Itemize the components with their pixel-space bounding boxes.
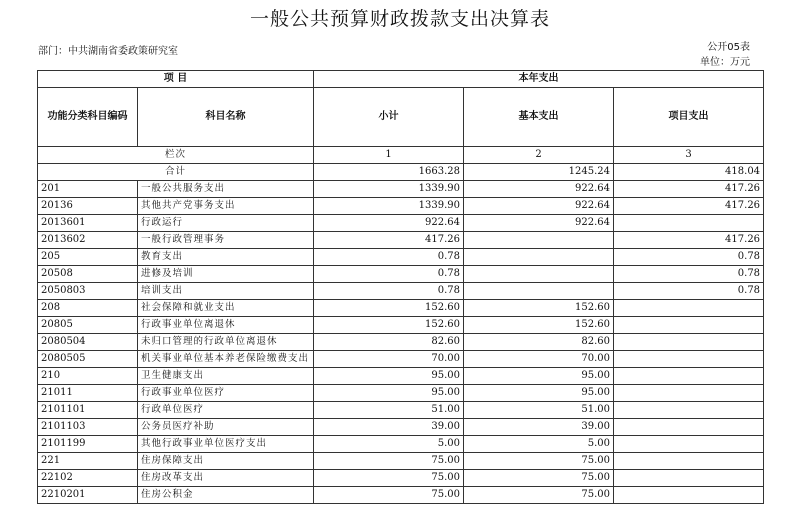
basic-expenditure-cell: 75.00 [464, 453, 614, 470]
account-code-cell: 2080505 [38, 351, 138, 368]
item-header: 项 目 [38, 71, 314, 88]
total-project: 418.04 [614, 164, 764, 181]
account-name-cell: 一般公共服务支出 [138, 181, 314, 198]
account-name-cell: 进修及培训 [138, 266, 314, 283]
column-index-1: 1 [314, 147, 464, 164]
subtotal-cell: 922.64 [314, 215, 464, 232]
account-code-cell: 2013601 [38, 215, 138, 232]
basic-expenditure-cell [464, 283, 614, 300]
account-name-cell: 培训支出 [138, 283, 314, 300]
table-row [38, 181, 764, 198]
subtotal-cell: 95.00 [314, 368, 464, 385]
table-row [38, 419, 764, 436]
project-expenditure-cell [614, 334, 764, 351]
account-name-cell: 机关事业单位基本养老保险缴费支出 [138, 351, 314, 368]
basic-expenditure-cell: 82.60 [464, 334, 614, 351]
project-expenditure-cell [614, 453, 764, 470]
account-code-cell: 205 [38, 249, 138, 266]
subtotal-cell: 51.00 [314, 402, 464, 419]
basic-expenditure-cell: 75.00 [464, 487, 614, 504]
basic-expenditure-cell: 922.64 [464, 181, 614, 198]
account-name-cell: 行政运行 [138, 215, 314, 232]
account-name-cell: 一般行政管理事务 [138, 232, 314, 249]
account-code-cell: 20805 [38, 317, 138, 334]
table-row [38, 351, 764, 368]
account-code-cell: 2080504 [38, 334, 138, 351]
basic-expenditure-cell: 70.00 [464, 351, 614, 368]
subtotal-cell: 39.00 [314, 419, 464, 436]
account-name-cell: 公务员医疗补助 [138, 419, 314, 436]
basic-header: 基本支出 [464, 88, 614, 147]
project-expenditure-cell: 417.26 [614, 181, 764, 198]
basic-expenditure-cell [464, 266, 614, 283]
column-index-2: 2 [464, 147, 614, 164]
account-code-cell: 2101103 [38, 419, 138, 436]
account-code-cell: 201 [38, 181, 138, 198]
table-row [38, 249, 764, 266]
basic-expenditure-cell: 152.60 [464, 300, 614, 317]
subtotal-cell: 417.26 [314, 232, 464, 249]
report-title: 一般公共预算财政拨款支出决算表 [249, 8, 550, 30]
column-index-3: 3 [614, 147, 764, 164]
subtotal-cell: 1339.90 [314, 181, 464, 198]
account-code-cell: 2013602 [38, 232, 138, 249]
expenditure-table [37, 70, 764, 504]
column-index-row [38, 147, 764, 164]
basic-expenditure-cell: 5.00 [464, 436, 614, 453]
account-name-cell: 社会保障和就业支出 [138, 300, 314, 317]
basic-expenditure-cell: 152.60 [464, 317, 614, 334]
table-row [38, 300, 764, 317]
table-row [38, 487, 764, 504]
account-code-cell: 2101101 [38, 402, 138, 419]
project-expenditure-cell [614, 300, 764, 317]
account-name-cell: 住房公积金 [138, 487, 314, 504]
project-expenditure-cell: 0.78 [614, 266, 764, 283]
total-row [38, 164, 764, 181]
account-code-cell: 20508 [38, 266, 138, 283]
project-header: 项目支出 [614, 88, 764, 147]
account-code-cell: 2210201 [38, 487, 138, 504]
account-name-cell: 卫生健康支出 [138, 368, 314, 385]
subtotal-cell: 0.78 [314, 283, 464, 300]
account-name-cell: 住房保障支出 [138, 453, 314, 470]
subtotal-cell: 95.00 [314, 385, 464, 402]
subtotal-cell: 75.00 [314, 453, 464, 470]
subtotal-cell: 0.78 [314, 249, 464, 266]
account-code-cell: 2101199 [38, 436, 138, 453]
account-name-cell: 教育支出 [138, 249, 314, 266]
subtotal-cell: 75.00 [314, 470, 464, 487]
subtotal-cell: 152.60 [314, 300, 464, 317]
basic-expenditure-cell: 39.00 [464, 419, 614, 436]
table-row [38, 266, 764, 283]
account-name-cell: 其他共产党事务支出 [138, 198, 314, 215]
current-year-header: 本年支出 [314, 71, 764, 88]
account-code-cell: 22102 [38, 470, 138, 487]
account-name-cell: 行政事业单位离退休 [138, 317, 314, 334]
table-row [38, 317, 764, 334]
project-expenditure-cell: 417.26 [614, 198, 764, 215]
header-row-1 [38, 71, 764, 88]
project-expenditure-cell: 0.78 [614, 249, 764, 266]
table-row [38, 385, 764, 402]
account-name-cell: 其他行政事业单位医疗支出 [138, 436, 314, 453]
unit-label: 单位：万元 [700, 57, 750, 68]
subtotal-header: 小计 [314, 88, 464, 147]
account-code-cell: 208 [38, 300, 138, 317]
department-label: 部门：中共湖南省委政策研究室 [38, 46, 178, 57]
form-number: 公开05表 [707, 42, 750, 53]
table-row [38, 453, 764, 470]
account-name-cell: 未归口管理的行政单位离退休 [138, 334, 314, 351]
basic-expenditure-cell: 95.00 [464, 368, 614, 385]
total-basic: 1245.24 [464, 164, 614, 181]
subtotal-cell: 1339.90 [314, 198, 464, 215]
project-expenditure-cell [614, 419, 764, 436]
basic-expenditure-cell: 922.64 [464, 198, 614, 215]
subtotal-cell: 0.78 [314, 266, 464, 283]
name-header: 科目名称 [138, 88, 314, 147]
table-row [38, 334, 764, 351]
subtotal-cell: 152.60 [314, 317, 464, 334]
project-expenditure-cell [614, 385, 764, 402]
project-expenditure-cell [614, 368, 764, 385]
project-expenditure-cell [614, 351, 764, 368]
table-row [38, 232, 764, 249]
account-code-cell: 2050803 [38, 283, 138, 300]
project-expenditure-cell: 0.78 [614, 283, 764, 300]
project-expenditure-cell [614, 487, 764, 504]
table-row [38, 368, 764, 385]
subtotal-cell: 70.00 [314, 351, 464, 368]
basic-expenditure-cell: 51.00 [464, 402, 614, 419]
project-expenditure-cell [614, 317, 764, 334]
code-header: 功能分类科目编码 [38, 88, 138, 147]
account-code-cell: 20136 [38, 198, 138, 215]
project-expenditure-cell [614, 470, 764, 487]
account-name-cell: 住房改革支出 [138, 470, 314, 487]
column-index-label: 栏次 [38, 147, 314, 164]
project-expenditure-cell [614, 436, 764, 453]
subtotal-cell: 5.00 [314, 436, 464, 453]
table-row [38, 436, 764, 453]
subtotal-cell: 82.60 [314, 334, 464, 351]
account-code-cell: 21011 [38, 385, 138, 402]
table-row [38, 215, 764, 232]
basic-expenditure-cell: 922.64 [464, 215, 614, 232]
table-row [38, 402, 764, 419]
total-label: 合计 [38, 164, 314, 181]
form-info [700, 40, 750, 70]
basic-expenditure-cell: 75.00 [464, 470, 614, 487]
table-row [38, 198, 764, 215]
account-name-cell: 行政单位医疗 [138, 402, 314, 419]
total-subtotal: 1663.28 [314, 164, 464, 181]
table-row [38, 283, 764, 300]
project-expenditure-cell [614, 402, 764, 419]
basic-expenditure-cell [464, 232, 614, 249]
account-code-cell: 221 [38, 453, 138, 470]
project-expenditure-cell: 417.26 [614, 232, 764, 249]
account-name-cell: 行政事业单位医疗 [138, 385, 314, 402]
subtotal-cell: 75.00 [314, 487, 464, 504]
basic-expenditure-cell [464, 249, 614, 266]
account-code-cell: 210 [38, 368, 138, 385]
header-row-2 [38, 88, 764, 147]
table-row [38, 470, 764, 487]
project-expenditure-cell [614, 215, 764, 232]
basic-expenditure-cell: 95.00 [464, 385, 614, 402]
